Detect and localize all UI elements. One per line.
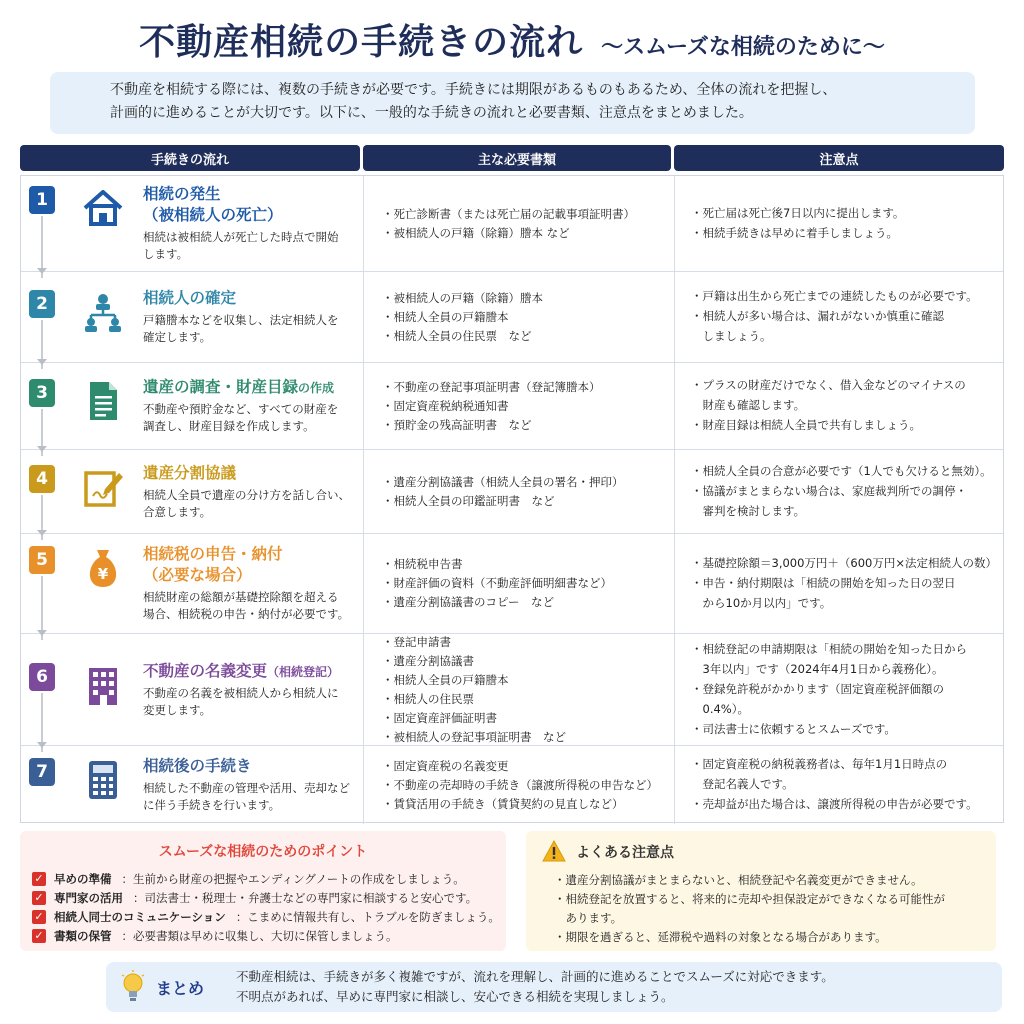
note-item: ・申告・納付期限は「相続の開始を知った日の翌日 xyxy=(691,575,956,590)
step-title: 相続人の確定 xyxy=(143,289,237,307)
note-item: 0.4%）。 xyxy=(691,701,749,716)
step-number: 4 xyxy=(29,465,55,493)
document-item: ・不動産の売却時の手続き（譲渡所得税の申告など） xyxy=(382,777,658,792)
step-number: 2 xyxy=(29,290,55,318)
document-item: ・被相続人の戸籍（除籍）謄本 など xyxy=(382,225,570,240)
page-subtitle: 〜スムーズな相続のために〜 xyxy=(601,35,885,60)
header-notes: 注意点 xyxy=(674,145,1004,171)
note-item: ・協議がまとまらない場合は、家庭裁判所での調停・ xyxy=(691,483,967,498)
table-row xyxy=(21,450,1003,534)
document-item: ・財産評価の資料（不動産評価明細書など） xyxy=(382,576,612,590)
document-item: ・固定資産評価証明書 xyxy=(382,710,497,725)
note-item: 審判を検討します。 xyxy=(691,503,806,518)
step-title: 相続後の手続き xyxy=(143,756,252,775)
note-item: 3年以内」です（2024年4月1日から義務化）。 xyxy=(691,661,944,676)
note-item: ・相続人が多い場合は、漏れがないか慎重に確認 xyxy=(691,309,944,323)
step-number: 5 xyxy=(29,546,55,574)
step-title: 遺産の調査・財産目録の作成 xyxy=(143,378,335,396)
note-item: ・相続人全員の合意が必要です（1人でも欠けると無効）。 xyxy=(691,463,992,478)
house-icon xyxy=(81,186,125,230)
note-item: 財産も確認します。 xyxy=(691,398,806,412)
point-label: 相続人同士のコミュニケーション xyxy=(54,910,226,924)
caution-item: ・相続登記を放置すると、将来的に売却や担保設定ができなくなる可能性が xyxy=(554,892,945,906)
notes-cell xyxy=(675,746,1003,824)
caution-item: ・遺産分割協議がまとまらないと、相続登記や名義変更ができません。 xyxy=(554,873,923,887)
calculator-icon xyxy=(81,758,125,802)
step-description: 不動産の名義を被相続人から相続人に 変更します。 xyxy=(143,685,339,717)
checkbox-icon: ✓ xyxy=(32,910,46,924)
step-description: 相続は被相続人が死亡した時点で開始 します。 xyxy=(143,230,339,261)
document-item: ・固定資産税納税通知書 xyxy=(382,398,509,413)
notes-cell xyxy=(675,450,1003,533)
table-row xyxy=(21,534,1003,634)
note-item: ・相続手続きは早めに着手しましょう。 xyxy=(691,225,898,240)
intro-box xyxy=(50,72,975,134)
cautions-heading: よくある注意点 xyxy=(576,845,674,861)
checkbox-icon: ✓ xyxy=(32,891,46,905)
summary-line-1: 不動産相続は、手続きが多く複雑ですが、流れを理解し、計画的に進めることでスムーズに対応できます。 xyxy=(236,969,834,984)
lightbulb-icon xyxy=(120,970,146,1004)
step-title: 遺産分割協議 xyxy=(143,463,237,482)
page-header xyxy=(0,14,1024,66)
checkbox-icon: ✓ xyxy=(32,929,46,943)
step-description: 相続人全員で遺産の分け方を話し合い、 合意します。 xyxy=(143,487,350,519)
point-label: 書類の保管 xyxy=(54,929,112,943)
note-item: ・相続登記の申請期限は「相続の開始を知った日から xyxy=(691,641,967,656)
step-cell xyxy=(21,176,364,271)
document-item: ・相続人全員の住民票 など xyxy=(382,328,532,343)
note-item: しましょう。 xyxy=(691,329,772,343)
step-description: 戸籍謄本などを収集し、法定相続人を 確定します。 xyxy=(143,313,339,344)
documents-cell xyxy=(364,534,675,633)
summary-text xyxy=(236,967,834,1007)
points-heading: スムーズな相続のためのポイント xyxy=(158,844,368,860)
caution-item: ・期限を過ぎると、延滞税や過料の対象となる場合があります。 xyxy=(554,930,887,944)
warning-icon xyxy=(542,840,566,862)
step-number: 6 xyxy=(29,663,55,691)
page-title: 不動産相続の手続きの流れ xyxy=(139,22,584,63)
step-number: 1 xyxy=(29,186,55,214)
svg-text:¥: ¥ xyxy=(97,565,109,583)
step-title: 相続の発生 （被相続人の死亡） xyxy=(143,185,283,224)
documents-cell xyxy=(364,272,675,362)
documents-cell xyxy=(364,363,675,449)
summary-box xyxy=(106,962,1002,1012)
step-title: 相続税の申告・納付 （必要な場合） xyxy=(143,545,283,584)
checkbox-icon: ✓ xyxy=(32,872,46,886)
step-description: 相続財産の総額が基礎控除額を超える 場合、相続税の申告・納付が必要です。 xyxy=(143,590,350,621)
step-title: 不動産の名義変更（相続登記） xyxy=(143,661,340,680)
document-item: ・相続人全員の戸籍謄本 xyxy=(382,672,509,687)
document-item: ・遺産分割協議書 xyxy=(382,653,474,668)
money-bag-icon xyxy=(81,546,125,590)
step-number: 3 xyxy=(29,379,55,407)
note-item: ・プラスの財産だけでなく、借入金などのマイナスの xyxy=(691,378,966,392)
table-row xyxy=(21,634,1003,746)
summary-label: まとめ xyxy=(156,979,205,998)
point-item xyxy=(32,909,500,925)
document-item: ・被相続人の登記事項証明書 など xyxy=(382,729,566,744)
table-row xyxy=(21,176,1003,272)
step-number: 7 xyxy=(29,758,55,786)
step-description: 相続した不動産の管理や活用、売却など に伴う手続きを行います。 xyxy=(143,780,350,812)
table-row xyxy=(21,272,1003,363)
table-header xyxy=(20,145,1004,171)
signature-icon xyxy=(81,465,125,509)
document-item: ・固定資産税の名義変更 xyxy=(382,758,509,773)
notes-cell xyxy=(675,176,1003,271)
step-description: 不動産や預貯金など、すべての財産を 調査し、財産目録を作成します。 xyxy=(143,402,339,433)
document-item: ・遺産分割協議書のコピー など xyxy=(382,595,555,609)
note-item: ・基礎控除額＝3,000万円＋（600万円×法定相続人の数） xyxy=(691,555,998,570)
header-flow: 手続きの流れ xyxy=(20,145,360,171)
summary-line-2: 不明点があれば、早めに専門家に相談し、安心できる相続を実現しましょう。 xyxy=(236,989,674,1004)
documents-cell xyxy=(364,176,675,271)
document-item: ・預貯金の残高証明書 など xyxy=(382,417,532,432)
documents-cell xyxy=(364,746,675,824)
notes-cell xyxy=(675,634,1003,745)
point-text: ：司法書士・税理士・弁護士などの専門家に相談すると安心です。 xyxy=(133,891,478,905)
notes-cell xyxy=(675,534,1003,633)
point-item xyxy=(32,890,477,906)
note-item: から10か月以内」です。 xyxy=(691,595,832,610)
note-item: ・司法書士に依頼するとスムーズです。 xyxy=(691,721,896,736)
note-item: ・財産目録は相続人全員で共有しましょう。 xyxy=(691,418,921,432)
intro-line-1: 不動産を相続する際には、複数の手続きが必要です。手続きには期限があるものもあるため、全体の流れを把握し、 xyxy=(110,82,837,98)
document-item: ・遺産分割協議書（相続人全員の署名・押印） xyxy=(382,474,624,489)
building-icon xyxy=(81,663,125,707)
caution-item: あります。 xyxy=(554,911,623,925)
table-row xyxy=(21,363,1003,450)
cautions-box xyxy=(526,831,996,951)
note-item: ・売却益が出た場合は、譲渡所得税の申告が必要です。 xyxy=(691,797,978,811)
point-label: 早めの準備 xyxy=(54,872,112,886)
documents-cell xyxy=(364,450,675,533)
document-item: ・相続税申告書 xyxy=(382,557,463,571)
steps-table xyxy=(20,175,1004,823)
intro-line-2: 計画的に進めることが大切です。以下に、一般的な手続きの流れと必要書類、注意点をまとめました。 xyxy=(110,105,753,121)
document-item: ・被相続人の戸籍（除籍）謄本 xyxy=(382,290,543,305)
point-label: 専門家の活用 xyxy=(54,891,123,905)
document-icon xyxy=(81,379,125,423)
step-cell xyxy=(21,746,364,824)
table-row xyxy=(21,746,1003,824)
document-item: ・死亡診断書（または死亡届の記載事項証明書） xyxy=(382,206,635,221)
document-item: ・賃貸活用の手続き（賃貸契約の見直しなど） xyxy=(382,796,624,811)
document-item: ・相続人全員の戸籍謄本 xyxy=(382,309,509,324)
step-cell xyxy=(21,363,364,449)
point-text: ：生前から財産の把握やエンディングノートの作成をしましょう。 xyxy=(121,872,465,886)
note-item: ・固定資産税の納税義務者は、毎年1月1日時点の xyxy=(691,757,948,771)
point-text: ：こまめに情報共有し、トラブルを防ぎましょう。 xyxy=(235,910,500,924)
step-cell xyxy=(21,450,364,533)
step-cell xyxy=(21,634,364,745)
document-item: ・相続人全員の印鑑証明書 など xyxy=(382,493,555,508)
point-text: ：必要書類は早めに収集し、大切に保管しましょう。 xyxy=(121,929,398,943)
step-cell xyxy=(21,534,364,633)
point-item xyxy=(32,928,398,944)
note-item: ・死亡届は死亡後7日以内に提出します。 xyxy=(691,205,905,220)
note-item: ・戸籍は出生から死亡までの連続したものが必要です。 xyxy=(691,289,978,303)
notes-cell xyxy=(675,363,1003,449)
documents-cell xyxy=(364,634,675,745)
points-box xyxy=(20,831,506,951)
note-item: ・登録免許税がかかります（固定資産税評価額の xyxy=(691,681,944,696)
note-item: 登記名義人です。 xyxy=(691,777,794,791)
step-cell xyxy=(21,272,364,362)
header-documents: 主な必要書類 xyxy=(363,145,671,171)
document-item: ・登記申請書 xyxy=(382,634,451,649)
point-item xyxy=(32,871,465,887)
notes-cell xyxy=(675,272,1003,362)
family-tree-icon xyxy=(81,290,125,334)
document-item: ・不動産の登記事項証明書（登記簿謄本） xyxy=(382,379,601,394)
document-item: ・相続人の住民票 xyxy=(382,691,474,706)
